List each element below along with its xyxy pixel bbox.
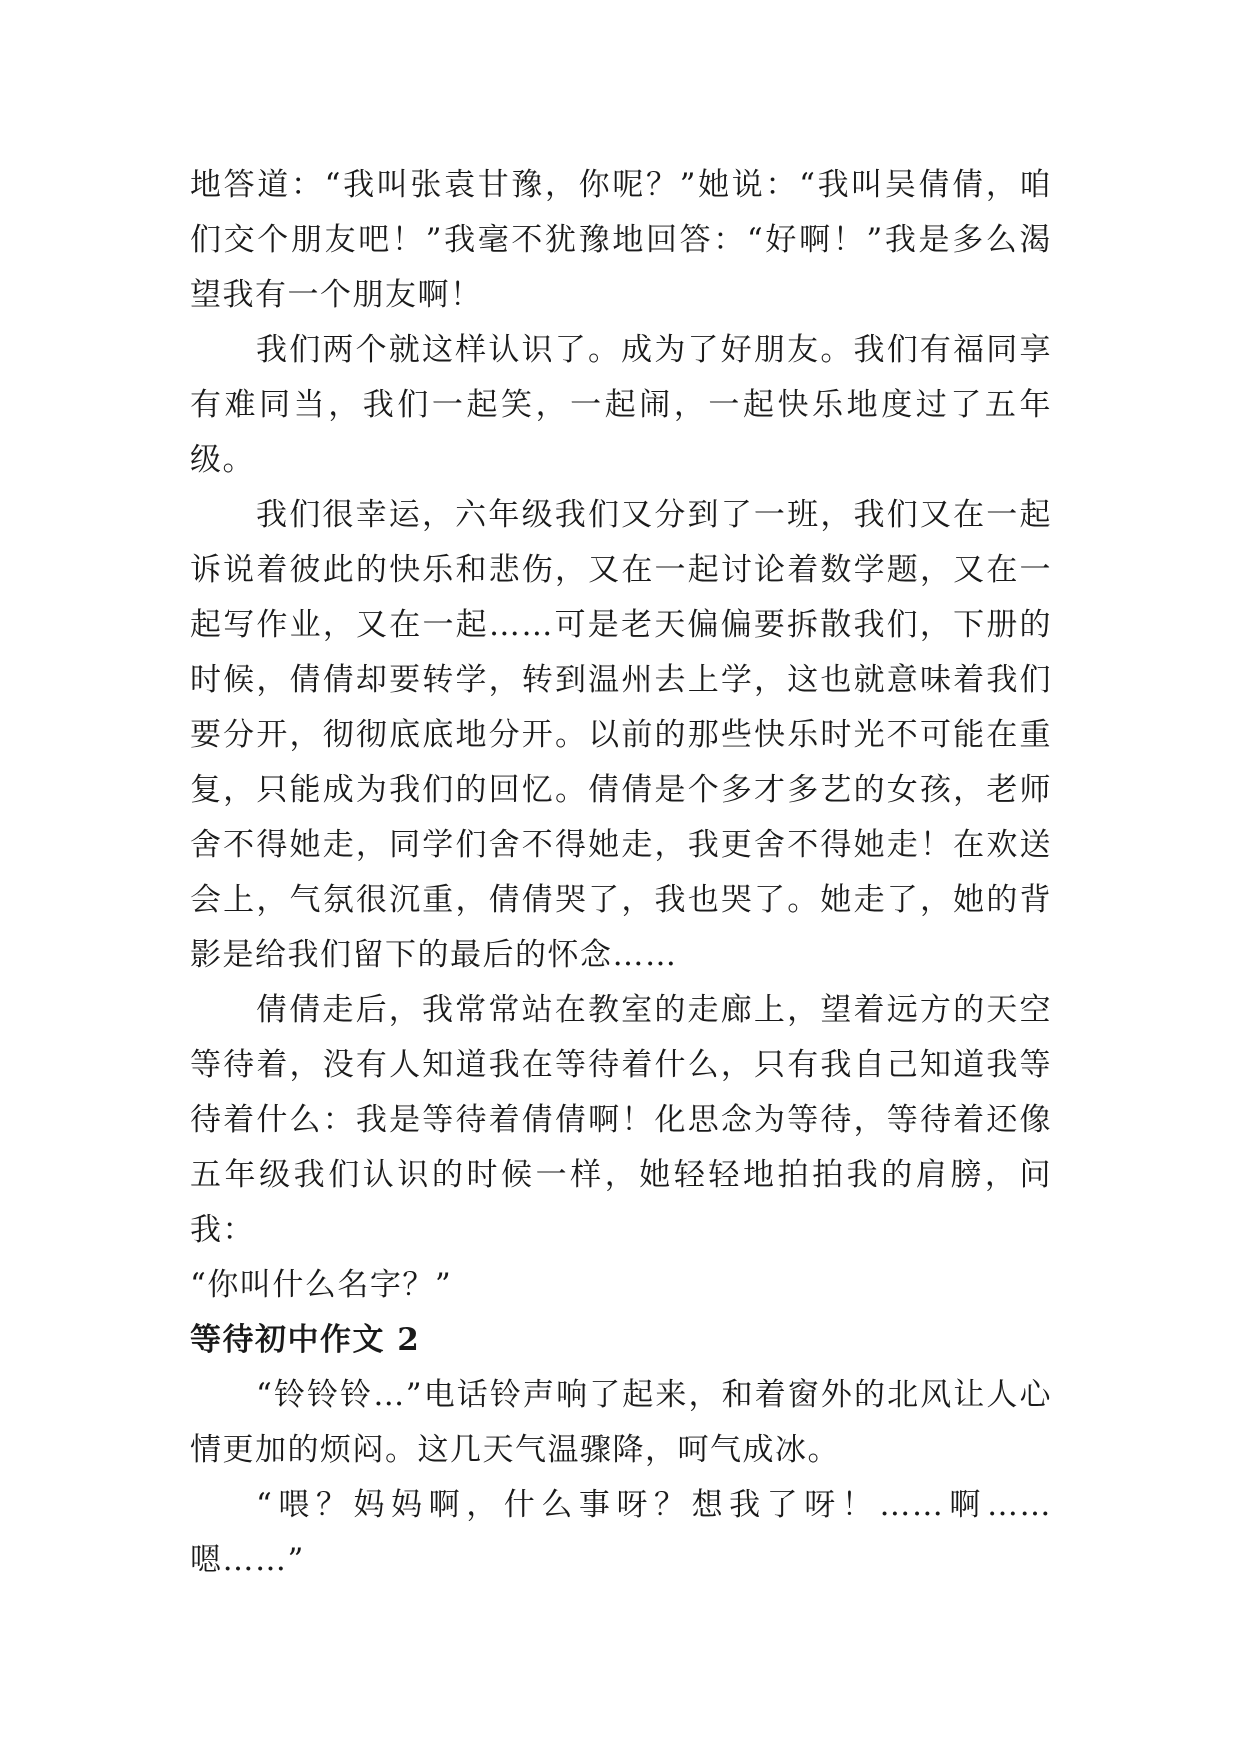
paragraph: “喂？妈妈啊，什么事呀？想我了呀！……啊……嗯……” [190,1487,1052,1578]
section-heading: 等待初中作文 2 [190,1322,421,1358]
paragraph: 我们两个就这样认识了。成为了好朋友。我们有福同享有难同当，我们一起笑，一起闹，一起快乐地度过了五年级。 [190,332,1052,478]
paragraph: 我们很幸运，六年级我们又分到了一班，我们又在一起诉说着彼此的快乐和悲伤，又在一起讨论着数学题，又在一起写作业，又在一起……可是老天偏偏要拆散我们，下册的时候，倩倩却要转学，转到温州去上学，这也就意味着我们要分开，彻彻底底地分开。以前的那些快乐时光不可能在重复，只能成为我们的回忆。倩倩是个多才多艺的女孩，老师舍不得她走，同学们舍不得她走，我更舍不得她走！在欢送会上，气氛很沉重，倩倩哭了，我也哭了。她走了，她的背影是给我们留下的最后的怀念…… [190,497,1052,973]
paragraph: “铃铃铃…”电话铃声响了起来，和着窗外的北风让人心情更加的烦闷。这几天气温骤降，呵气成冰。 [190,1377,1052,1468]
paragraph-continued: 地答道：“我叫张袁甘豫，你呢？”她说：“我叫吴倩倩，咱们交个朋友吧！”我毫不犹豫地回答：“好啊！”我是多么渴望我有一个朋友啊！ [190,167,1052,313]
document-body [190,158,1052,1588]
paragraph-quote: “你叫什么名字？” [190,1267,453,1303]
paragraph: 倩倩走后，我常常站在教室的走廊上，望着远方的天空等待着，没有人知道我在等待着什么，只有我自己知道我等待着什么：我是等待着倩倩啊！化思念为等待，等待着还像五年级我们认识的时候一样，她轻轻地拍拍我的肩膀，问我： [190,992,1052,1248]
